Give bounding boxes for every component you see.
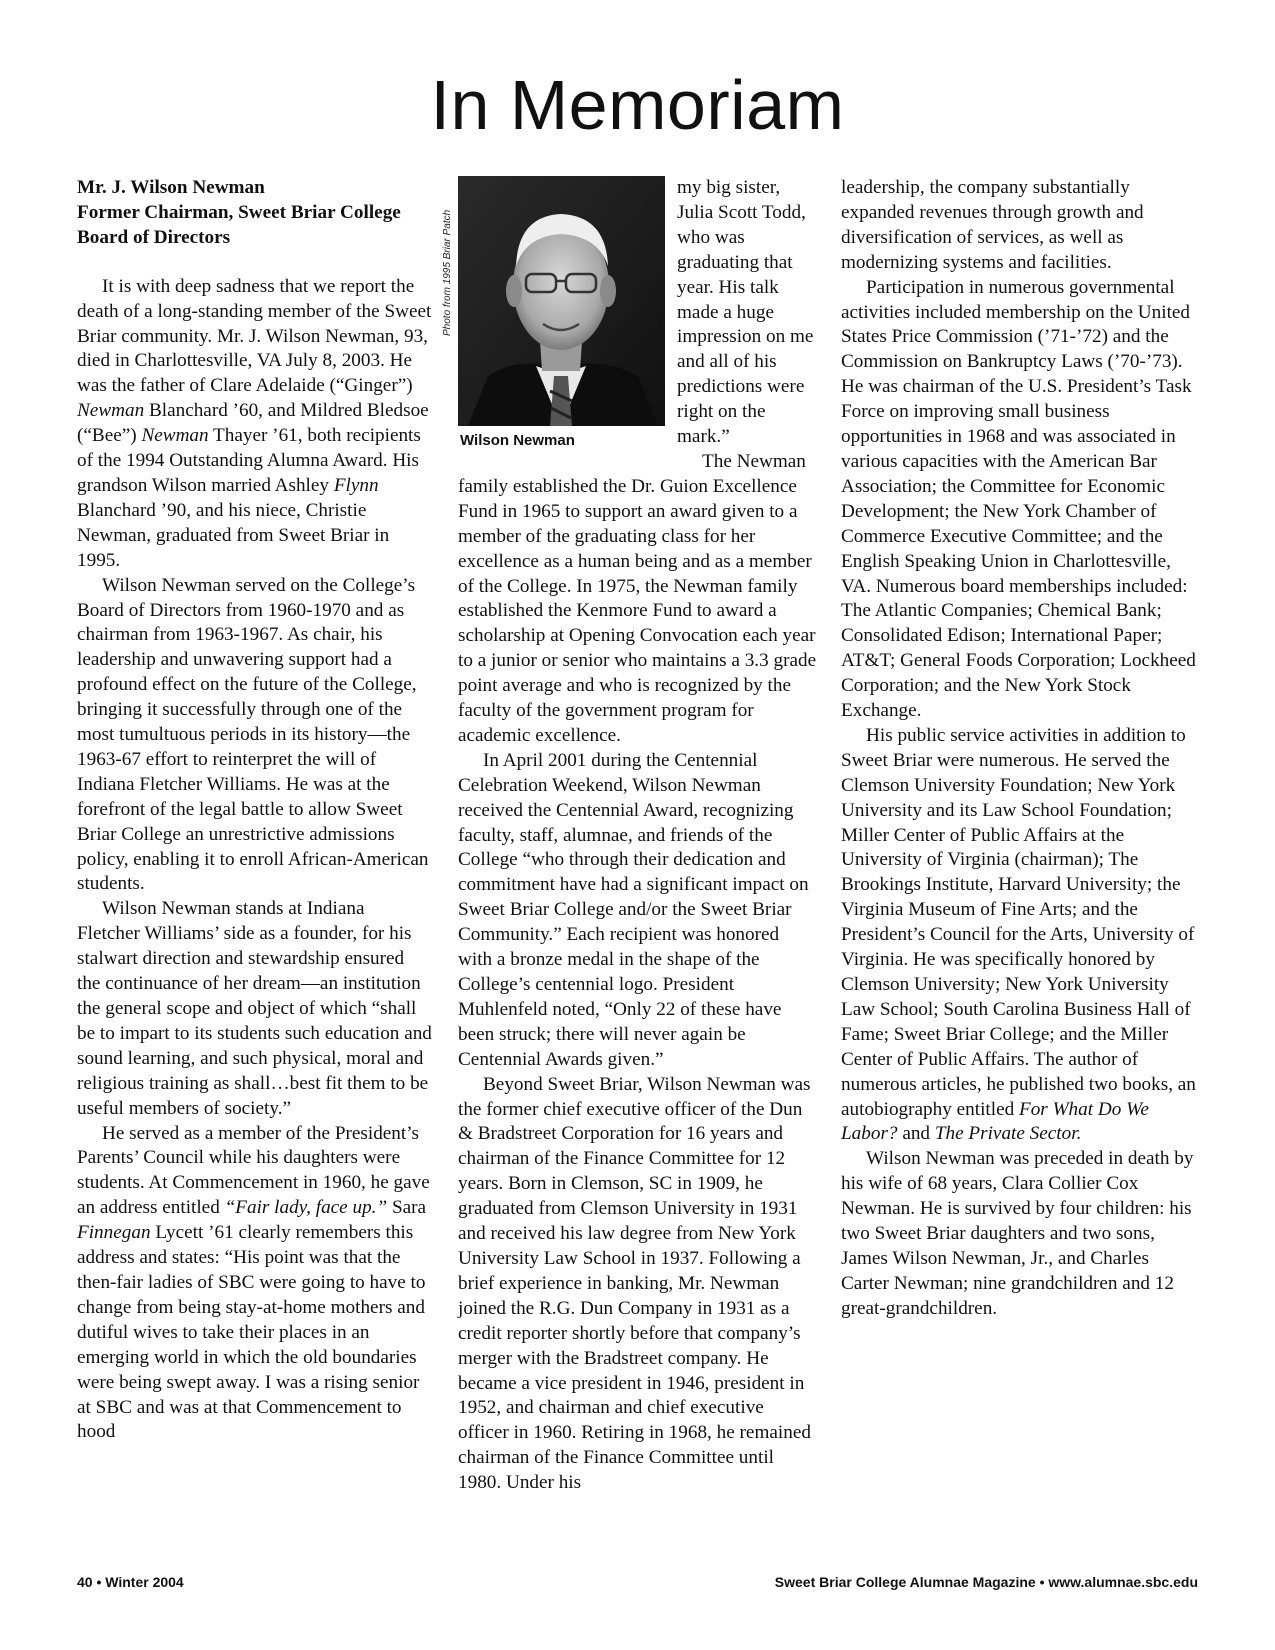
paragraph: It is with deep sadness that we report the death of a long-standing member of the Sweet Briar community. Mr. J. Wilson Newman, 93, died in Charlottesville, VA July 8, 2003. He was the father of Clare Adelaide (“Ginger”) Newman Blanchard ’60, and Mildred Bledsoe (“Bee”) Newman Thayer ’61, both recipients of the 1994 Outstanding Alumna Award. His grandson Wilson married Ashley Flynn Blanchard ’90, and his niece, Christie Newman, graduated from Sweet Briar in 1995. — [77, 275, 432, 571]
article-heading — [77, 176, 432, 251]
paragraph: The Newman family established the Dr. Guion Excellence Fund in 1965 to support an award given to a member of the graduating class for her excellence as a human being and as a member of the College. In 1975, the Newman family established the Kenmore Fund to award a scholarship at Opening Convocation each year to a junior or senior who maintains a 3.3 grade point average and who is recognized by the faculty of the government program for academic excellence. — [458, 450, 817, 746]
paragraph: Wilson Newman was preceded in death by his wife of 68 years, Clara Collier Cox Newman. He is survived by four children: his two Sweet Briar daughters and two sons, James Wilson Newman, Jr., and Charles Carter Newman; nine grandchildren and 12 great-grandchildren. — [841, 1148, 1194, 1319]
paragraph: my big sister, Julia Scott Todd, who was graduating that year. His talk made a huge impression on me and all of his predictions were right on the mark.” — [677, 177, 814, 448]
article-column-2 — [442, 176, 818, 1496]
footer-page-info: 40 • Winter 2004 — [77, 1574, 184, 1590]
paragraph: Beyond Sweet Briar, Wilson Newman was the former chief executive officer of the Dun & Bradstreet Corporation for 16 years and chairman of the Finance Committee for 12 years. Born in Clemson, SC in 1909, he graduated from Clemson University in 1931 and received his law degree from New York University Law School in 1937. Following a brief experience in banking, Mr. Newman joined the R.G. Dun Company in 1931 as a credit reporter shortly before that company’s merger with the Bradstreet company. He became a vice president in 1946, president in 1952, and chairman and chief executive officer in 1960. Retiring in 1968, he remained chairman of the Finance Committee until 1980. Under his — [458, 1073, 811, 1494]
heading-board: Board of Directors — [77, 226, 231, 248]
paragraph: In April 2001 during the Centennial Celebration Weekend, Wilson Newman received the Centennial Award, recognizing faculty, staff, alumnae, and friends of the College “who through their dedication and commitment have had a significant impact on Sweet Briar College and/or the Sweet Briar Community.” Each recipient was honored with a bronze medal in the shape of the College’s centennial logo. President Muhlenfeld noted, “Only 22 of these have been struck; there will never again be Centennial Awards given.” — [458, 749, 809, 1070]
heading-role: Former Chairman, Sweet Briar College — [77, 201, 401, 223]
photo-figure — [442, 176, 665, 450]
paragraph: Participation in numerous governmental activities included membership on the United States Price Commission (’71-’72) and the Commission on Bankruptcy Laws (’70-’73). He was chairman of the U.S. President’s Task Force on improving small business opportunities in 1968 and was associated in various capacities with the American Bar Association; the Committee for Economic Development; the New York Chamber of Commerce Executive Committee; and the English Speaking Union in Charlottesville, VA. Numerous board memberships included: The Atlantic Companies; Chemical Bank; Consolidated Edison; International Paper; AT&T; General Foods Corporation; Lockheed Corporation; and the New York Stock Exchange. — [841, 276, 1196, 722]
photo-credit: Photo from 1995 Briar Patch — [442, 209, 453, 336]
article-column-1 — [77, 176, 432, 1445]
page-title: In Memoriam — [430, 66, 845, 144]
paragraph: leadership, the company substantially expanded revenues through growth and diversification of services, as well as modernizing systems and facilities. — [841, 177, 1144, 273]
article-column-3 — [841, 176, 1201, 1322]
photo-caption: Wilson Newman — [460, 432, 575, 449]
paragraph: Wilson Newman served on the College’s Board of Directors from 1960-1970 and as chairman from 1963-1967. As chair, his leadership and unwavering support had a profound effect on the future of the College, bringing it successfully through one of the most tumultuous periods in its history—the 1963-67 effort to reinterpret the will of Indiana Fletcher Williams. He was at the forefront of the legal battle to allow Sweet Briar College an unrestrictive admissions policy, enabling it to enroll African-American students. — [77, 574, 429, 895]
portrait-photo — [458, 176, 665, 426]
paragraph: He served as a member of the President’s Parents’ Council while his daughters were students. At Commencement in 1960, he gave an address entitled “Fair lady, face up.” Sara Finnegan Lycett ’61 clearly remembers this address and states: “His point was that the then-fair ladies of SBC were going to have to change from being stay-at-home mothers and dutiful wives to take their places in an emerging world in which the old boundaries were being swept away. I was a rising senior at SBC and was at that Commencement to hood — [77, 1122, 430, 1443]
heading-name: Mr. J. Wilson Newman — [77, 177, 265, 198]
footer-publication: Sweet Briar College Alumnae Magazine • www.alumnae.sbc.edu — [774, 1574, 1198, 1590]
paragraph: His public service activities in addition to Sweet Briar were numerous. He served the Clemson University Foundation; New York University and its Law School Foundation; Miller Center of Public Affairs at the University of Virginia (chairman); The Brookings Institute, Harvard University; the Virginia Museum of Fine Arts; and the President’s Council for the Arts, University of Virginia. He was specifically honored by Clemson University; New York University Law School; South Carolina Business Hall of Fame; Sweet Briar College; and the Miller Center of Public Affairs. The author of numerous articles, he published two books, an autobiography entitled For What Do We Labor? and The Private Sector. — [841, 724, 1196, 1145]
paragraph: Wilson Newman stands at Indiana Fletcher Williams’ side as a founder, for his stalwart direction and stewardship ensured the continuance of her dream—an institution the general scope and object of which “shall be to impart to its students such education and sound learning, and such physical, moral and religious training as shall…best fit them to be useful members of society.” — [77, 898, 432, 1119]
